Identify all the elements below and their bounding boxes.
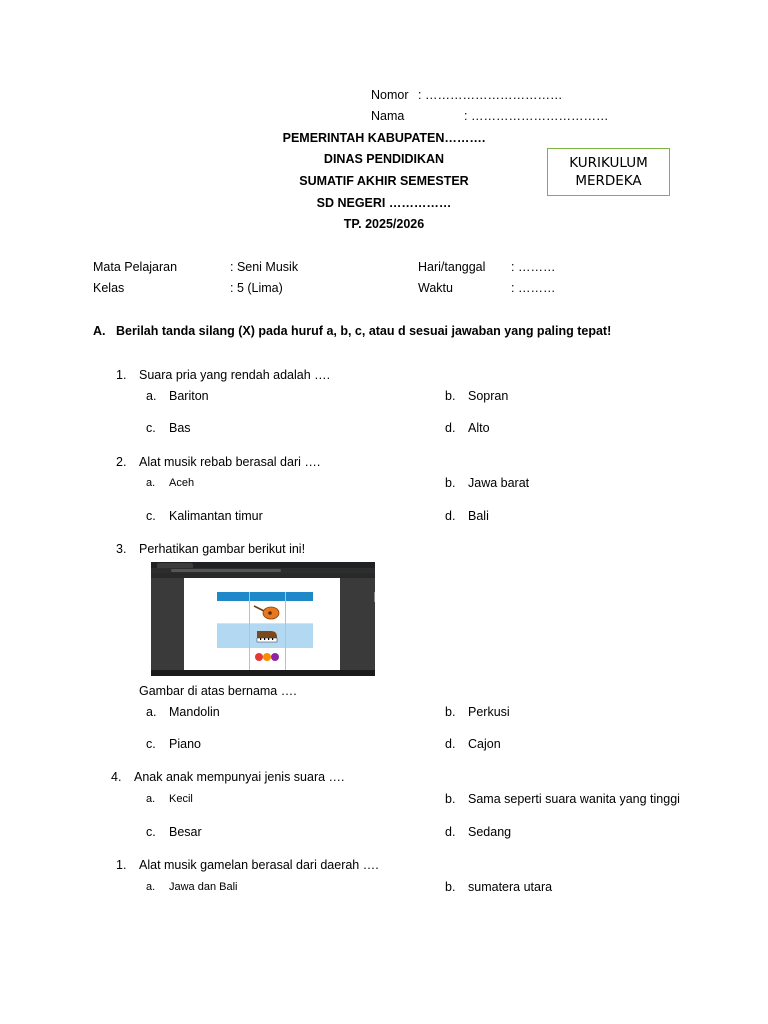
option-text: Sama seperti suara wanita yang tinggi (468, 792, 680, 806)
question-text: Suara pria yang rendah adalah …. (139, 368, 331, 382)
image-caption-question: Gambar di atas bernama …. (139, 684, 297, 698)
question-text: Alat musik rebab berasal dari …. (139, 455, 321, 469)
option-text: Cajon (468, 737, 501, 751)
question-number: 4. (111, 770, 122, 784)
badge-line-1: KURIKULUM (569, 155, 648, 171)
table-divider (249, 592, 250, 670)
option-letter: b. (445, 705, 456, 719)
option-letter: d. (445, 737, 456, 751)
question-text: Anak anak mempunyai jenis suara …. (134, 770, 345, 784)
option-text: Sedang (468, 825, 512, 839)
instrument-screenshot-image (151, 562, 375, 676)
option-text: Aceh (169, 477, 195, 489)
option-text: Mandolin (169, 705, 220, 719)
table-divider (285, 592, 286, 670)
nama-label: Nama (371, 109, 405, 123)
windows-taskbar (151, 670, 375, 676)
option-letter: a. (146, 389, 157, 403)
hari-label: Hari/tanggal (418, 260, 486, 274)
option-letter: d. (445, 825, 456, 839)
option-letter: c. (146, 509, 156, 523)
option-letter: c. (146, 421, 156, 435)
mapel-value: : Seni Musik (230, 260, 299, 274)
kurikulum-merdeka-badge (547, 148, 670, 196)
option-text: Bali (468, 509, 489, 523)
option-letter: a. (146, 881, 156, 893)
option-letter: b. (445, 476, 456, 490)
option-letter: b. (445, 880, 456, 894)
hari-value: : ……… (511, 260, 556, 274)
nomor-label: Nomor (371, 88, 409, 102)
question-number: 2. (116, 455, 127, 469)
section-letter: A. (93, 324, 106, 338)
piano-icon (255, 627, 279, 645)
kelas-label: Kelas (93, 281, 125, 295)
screenshot-edge (374, 592, 375, 602)
option-text: Perkusi (468, 705, 510, 719)
option-letter: a. (146, 793, 156, 805)
option-letter: a. (146, 477, 156, 489)
option-text: Sopran (468, 389, 509, 403)
nomor-value: : …………………………… (418, 88, 563, 102)
screenshot-page (184, 578, 340, 670)
kelas-value: : 5 (Lima) (230, 281, 283, 295)
option-text: Piano (169, 737, 201, 751)
option-text: Bariton (169, 389, 209, 403)
option-text: Alto (468, 421, 490, 435)
waktu-value: : ……… (511, 281, 556, 295)
question-number: 1. (116, 858, 127, 872)
header-sd-negeri: SD NEGERI …………… (316, 196, 452, 210)
option-text: Kalimantan timur (169, 509, 263, 523)
question-text: Perhatikan gambar berikut ini! (139, 542, 306, 556)
option-text: Jawa barat (468, 476, 530, 490)
percussion-icon (254, 651, 280, 663)
option-text: Jawa dan Bali (169, 881, 238, 893)
mandolin-icon (252, 603, 282, 621)
option-letter: c. (146, 737, 156, 751)
browser-url-field (171, 569, 281, 572)
section-instruction: Berilah tanda silang (X) pada huruf a, b, c, atau d sesuai jawaban yang paling tepat! (116, 324, 612, 338)
nama-value: : …………………………… (464, 109, 609, 123)
option-text: sumatera utara (468, 880, 553, 894)
question-number: 3. (116, 542, 127, 556)
table-header (217, 592, 313, 601)
question-text: Alat musik gamelan berasal dari daerah …. (139, 858, 379, 872)
header-kabupaten: PEMERINTAH KABUPATEN………. (282, 131, 486, 145)
option-text: Besar (169, 825, 202, 839)
option-letter: c. (146, 825, 156, 839)
option-letter: b. (445, 389, 456, 403)
waktu-label: Waktu (418, 281, 453, 295)
header-sumatif: SUMATIF AKHIR SEMESTER (299, 174, 469, 188)
option-letter: d. (445, 421, 456, 435)
option-text: Kecil (169, 793, 193, 805)
option-text: Bas (169, 421, 191, 435)
header-tahun-pelajaran: TP. 2025/2026 (343, 217, 425, 231)
option-letter: a. (146, 705, 157, 719)
header-dinas: DINAS PENDIDIKAN (323, 152, 445, 166)
question-number: 1. (116, 368, 127, 382)
option-letter: d. (445, 509, 456, 523)
option-letter: b. (445, 792, 456, 806)
badge-line-2: MERDEKA (575, 173, 642, 189)
mapel-label: Mata Pelajaran (93, 260, 178, 274)
